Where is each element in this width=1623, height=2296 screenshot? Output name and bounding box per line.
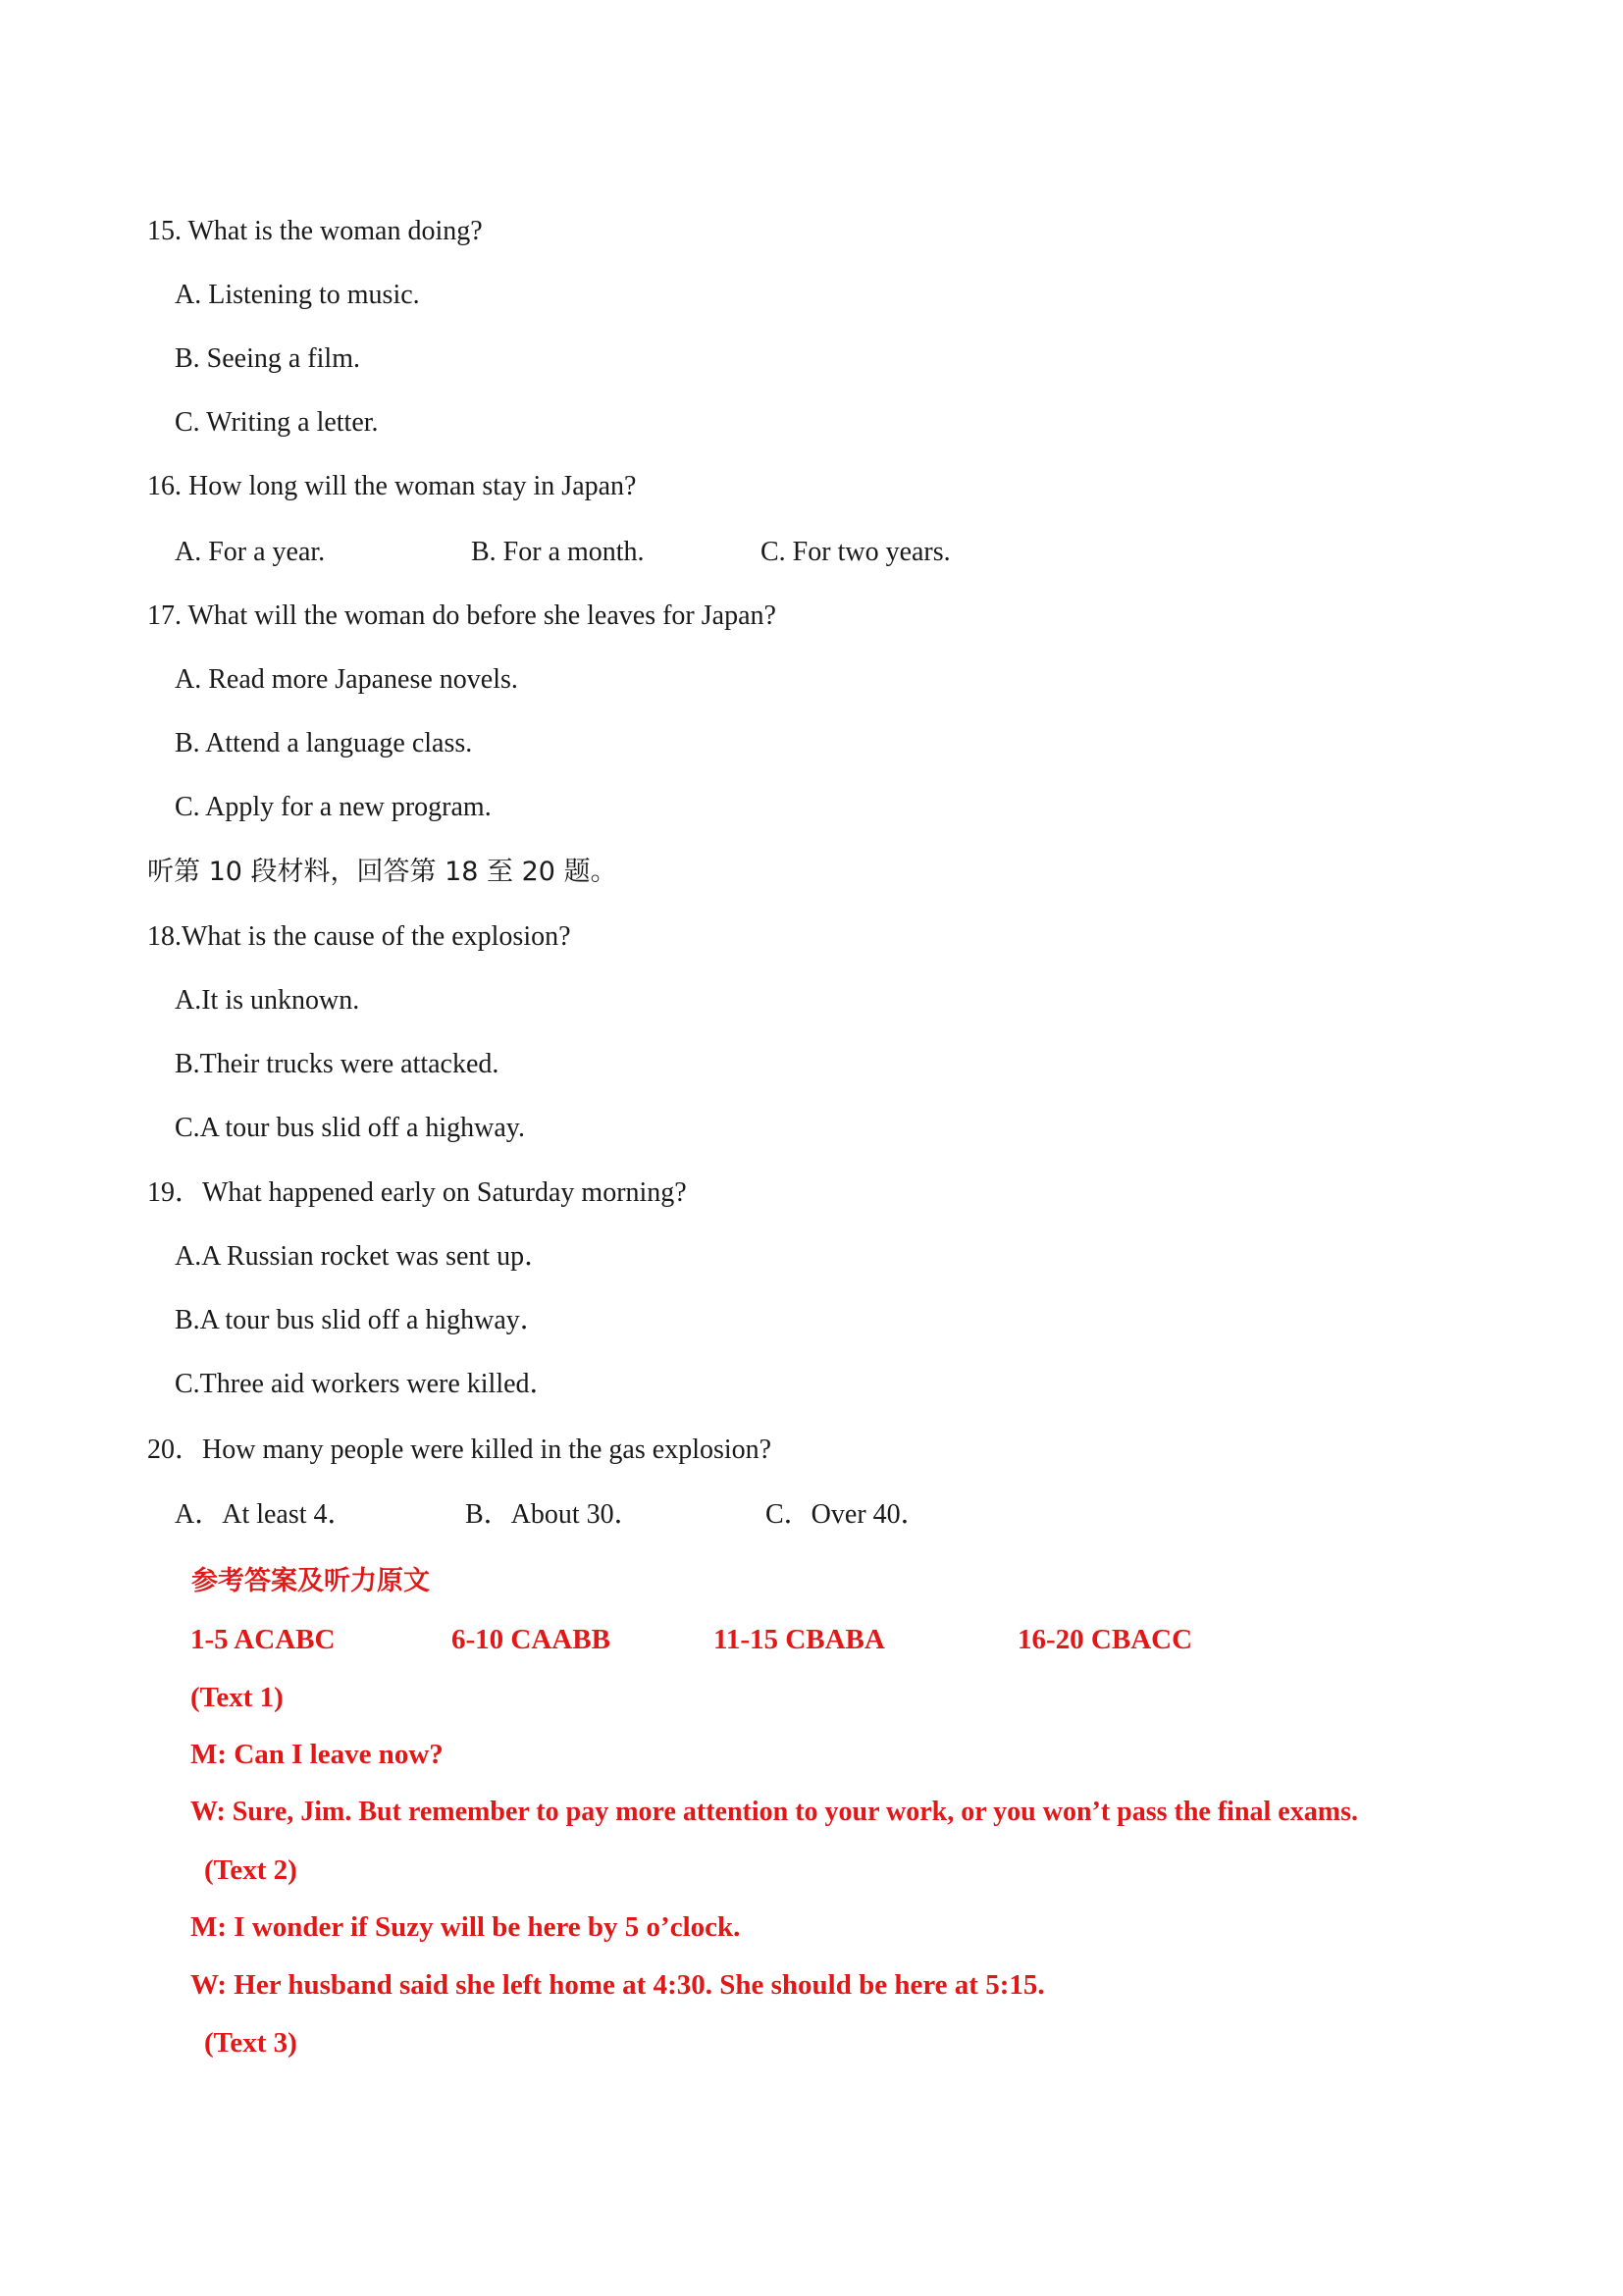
question-17-option-b: B. Attend a language class. xyxy=(175,728,473,758)
answer-key-11-15: 11-15 CBABA xyxy=(713,1624,885,1655)
question-19-option-a: A.A Russian rocket was sent up． xyxy=(175,1241,552,1272)
question-15-option-c: C. Writing a letter. xyxy=(175,407,379,438)
question-19-option-b: B.A tour bus slid off a highway． xyxy=(175,1305,548,1335)
answer-key-1-5: 1-5 ACABC xyxy=(190,1624,336,1655)
question-17-option-c: C. Apply for a new program. xyxy=(175,792,492,822)
question-19-option-c: C.Three aid workers were killed． xyxy=(175,1369,557,1399)
question-16-option-a: A. For a year. xyxy=(175,537,326,567)
question-20-option-a: A．At least 4． xyxy=(175,1499,355,1530)
section-header: 听第 10 段材料，回答第 18 至 20 题。 xyxy=(147,857,617,887)
question-16-option-c: C. For two years. xyxy=(760,537,951,567)
transcript-text2-man: M: I wonder if Suzy will be here by 5 o’clock. xyxy=(190,1911,741,1943)
question-15-option-b: B. Seeing a film. xyxy=(175,343,360,374)
question-20-option-c: C．Over 40． xyxy=(765,1499,928,1530)
transcript-text2-woman: W: Her husband said she left home at 4:30. She should be here at 5:15. xyxy=(190,1969,1045,2001)
question-20-stem: 20．How many people were killed in the gas explosion? xyxy=(147,1435,772,1465)
question-16-option-b: B. For a month. xyxy=(471,537,645,567)
transcript-text1-woman: W: Sure, Jim. But remember to pay more attention to your work, or you won’t pass the final exams. xyxy=(190,1797,1358,1827)
question-18-stem: 18.What is the cause of the explosion? xyxy=(147,921,571,952)
answer-key-6-10: 6-10 CAABB xyxy=(451,1624,610,1655)
question-16-stem: 16. How long will the woman stay in Japan? xyxy=(147,471,637,501)
question-18-option-b: B.Their trucks were attacked. xyxy=(175,1049,499,1079)
question-17-option-a: A. Read more Japanese novels. xyxy=(175,664,518,695)
question-19-stem: 19．What happened early on Saturday morning? xyxy=(147,1177,687,1208)
question-18-option-a: A.It is unknown. xyxy=(175,985,360,1016)
transcript-text2-label: (Text 2) xyxy=(204,1854,297,1886)
transcript-text1-man: M: Can I leave now? xyxy=(190,1739,444,1770)
answer-key-16-20: 16-20 CBACC xyxy=(1018,1624,1193,1655)
question-15-option-a: A. Listening to music. xyxy=(175,280,420,310)
transcript-text1-label: (Text 1) xyxy=(190,1682,284,1713)
question-17-stem: 17. What will the woman do before she leaves for Japan? xyxy=(147,600,776,631)
answer-key-title: 参考答案及听力原文 xyxy=(191,1566,430,1596)
question-18-option-c: C.A tour bus slid off a highway. xyxy=(175,1113,525,1143)
question-20-option-b: B．About 30． xyxy=(465,1499,642,1530)
question-15-stem: 15. What is the woman doing? xyxy=(147,216,483,246)
transcript-text3-label: (Text 3) xyxy=(204,2027,297,2059)
